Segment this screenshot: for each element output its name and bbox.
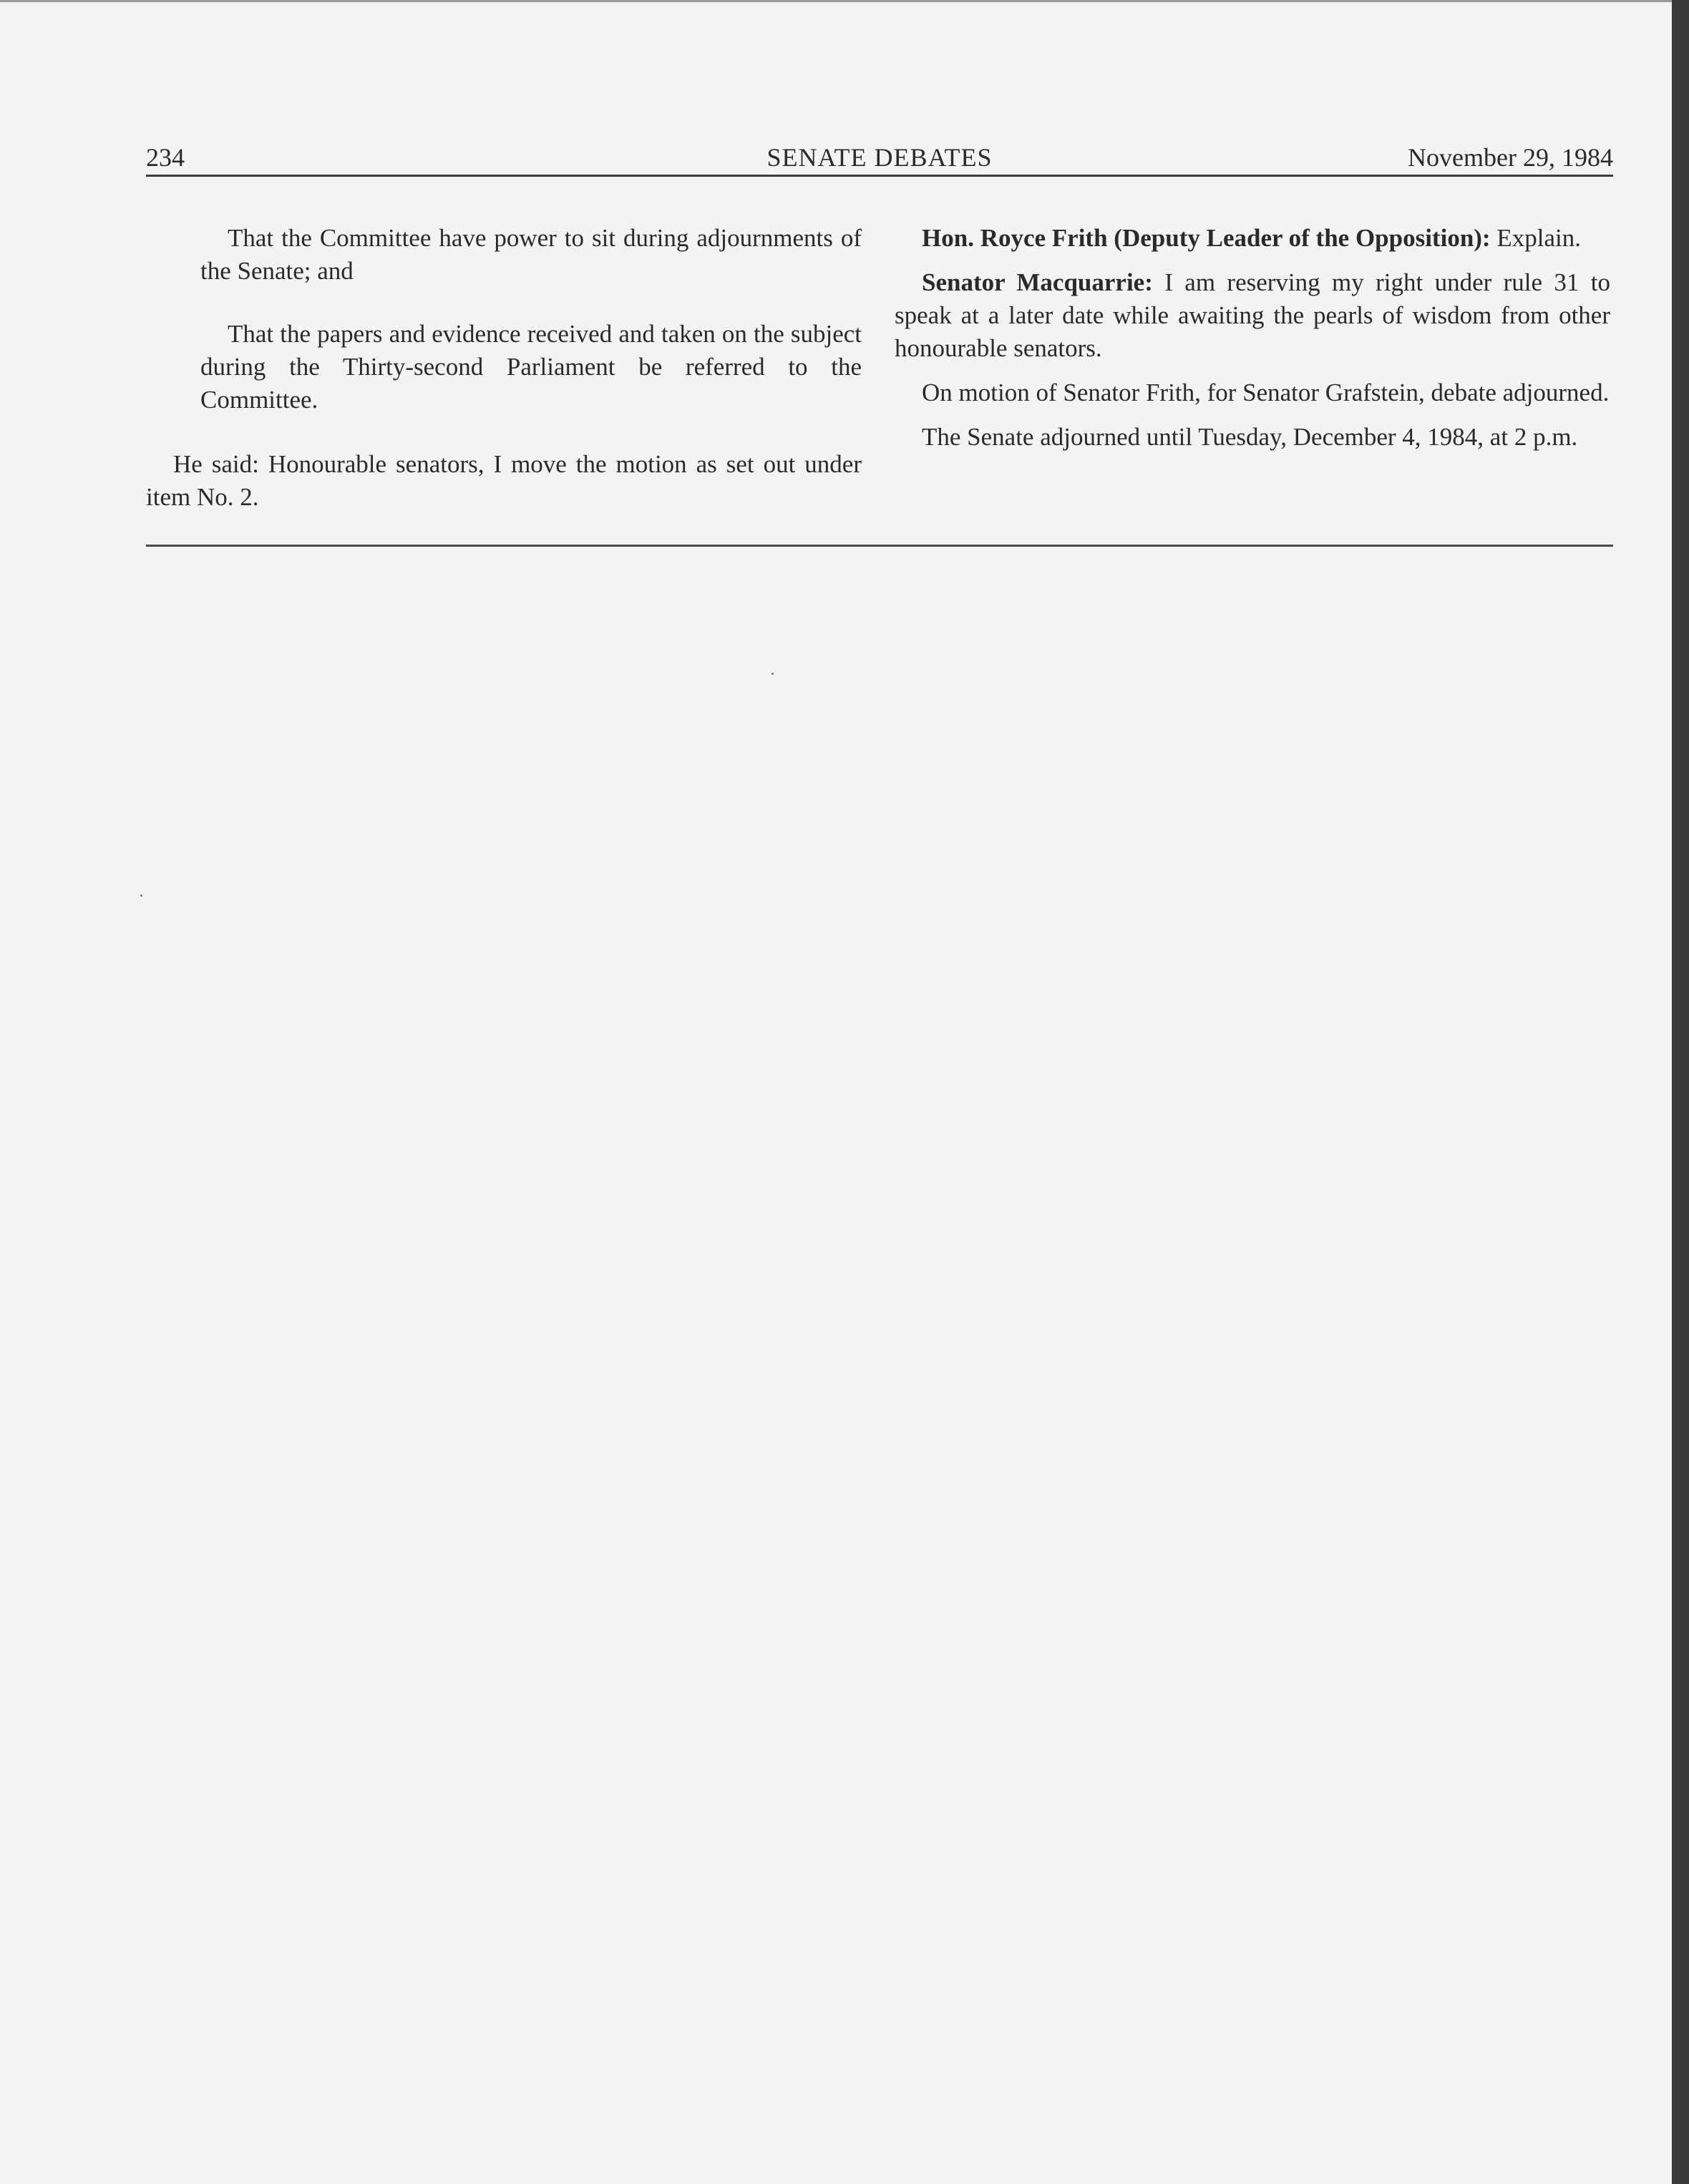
left-column: [146, 222, 862, 514]
motion-clause-2: That the papers and evidence received and taken on the subject during the Thirty-second Parliament be referred to the Committee.: [200, 320, 862, 414]
right-column: [895, 222, 1610, 454]
debate-adjourned-note: On motion of Senator Frith, for Senator Grafstein, debate adjourned.: [922, 379, 1610, 406]
frith-remark: [895, 222, 1610, 255]
issue-date: November 29, 1984: [1408, 143, 1613, 172]
running-header: [146, 140, 1613, 175]
macquarrie-remark: [895, 266, 1610, 365]
speaker-macquarrie: Senator Macquarrie:: [922, 268, 1153, 296]
running-title: SENATE DEBATES: [766, 143, 993, 172]
speaker-frith: Hon. Royce Frith (Deputy Leader of the Opposition):: [922, 224, 1491, 252]
scan-right-edge: [1672, 0, 1689, 2184]
scan-speck: [772, 673, 774, 675]
page-number: 234: [146, 143, 185, 172]
motion-clause-1: That the Committee have power to sit during adjournments of the Senate; and: [200, 224, 862, 285]
senate-adjourned-note: The Senate adjourned until Tuesday, December 4, 1984, at 2 p.m.: [922, 423, 1578, 451]
section-end-rule: [146, 545, 1613, 547]
motion-statement: He said: Honourable senators, I move the motion as set out under item No. 2.: [146, 450, 862, 511]
page-top-edge: [0, 0, 1672, 2]
scan-speck: [140, 894, 142, 897]
header-rule: [146, 175, 1613, 177]
frith-remark-text: Explain.: [1496, 224, 1581, 252]
macquarrie-remark-text: I am reserving my right under rule 31 to speak at a later date while awaiting the pearls of wisdom from other honourable senators.: [895, 268, 1611, 362]
